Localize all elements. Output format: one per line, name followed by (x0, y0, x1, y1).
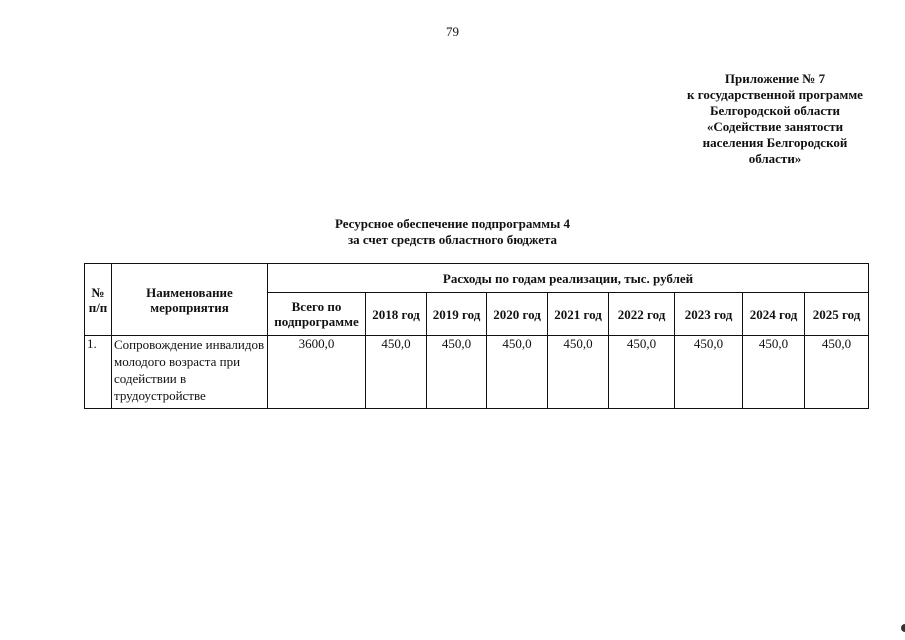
header-number: № п/п (85, 264, 112, 336)
header-total: Всего по подпрограмме (268, 293, 366, 336)
header-year: 2018 год (366, 293, 427, 336)
appendix-line: области» (748, 151, 802, 166)
row-total: 3600,0 (268, 336, 366, 409)
appendix-line: Белгородской области (709, 103, 841, 118)
document-title (0, 216, 905, 248)
table-row (85, 336, 869, 409)
resource-table (84, 263, 869, 409)
header-name: Наименование мероприятия (112, 264, 268, 336)
title-line-2: за счет средств областного бюджета (347, 232, 558, 247)
header-year: 2024 год (743, 293, 805, 336)
appendix-line: Приложение № 7 (724, 71, 826, 86)
row-year-value: 450,0 (743, 336, 805, 409)
header-year: 2022 год (609, 293, 675, 336)
row-year-value: 450,0 (366, 336, 427, 409)
header-year: 2020 год (487, 293, 548, 336)
scan-mark (901, 624, 905, 632)
row-year-value: 450,0 (805, 336, 869, 409)
appendix-heading (670, 71, 880, 167)
row-year-value: 450,0 (548, 336, 609, 409)
appendix-line: «Содействие занятости (706, 119, 844, 134)
header-year: 2019 год (427, 293, 487, 336)
header-year: 2021 год (548, 293, 609, 336)
row-number: 1. (85, 336, 112, 409)
page-number: 79 (446, 24, 459, 39)
header-year: 2023 год (675, 293, 743, 336)
row-year-value: 450,0 (487, 336, 548, 409)
appendix-line: к государственной программе (687, 87, 863, 102)
row-year-value: 450,0 (427, 336, 487, 409)
header-year: 2025 год (805, 293, 869, 336)
title-line-1: Ресурсное обеспечение подпрограммы 4 (334, 216, 571, 231)
header-expenses: Расходы по годам реализации, тыс. рублей (268, 264, 869, 293)
row-name: Сопровождение инвалидов молодого возраста при содействии в трудоустройстве (112, 336, 268, 409)
row-year-value: 450,0 (675, 336, 743, 409)
row-year-value: 450,0 (609, 336, 675, 409)
appendix-line: населения Белгородской (702, 135, 848, 150)
